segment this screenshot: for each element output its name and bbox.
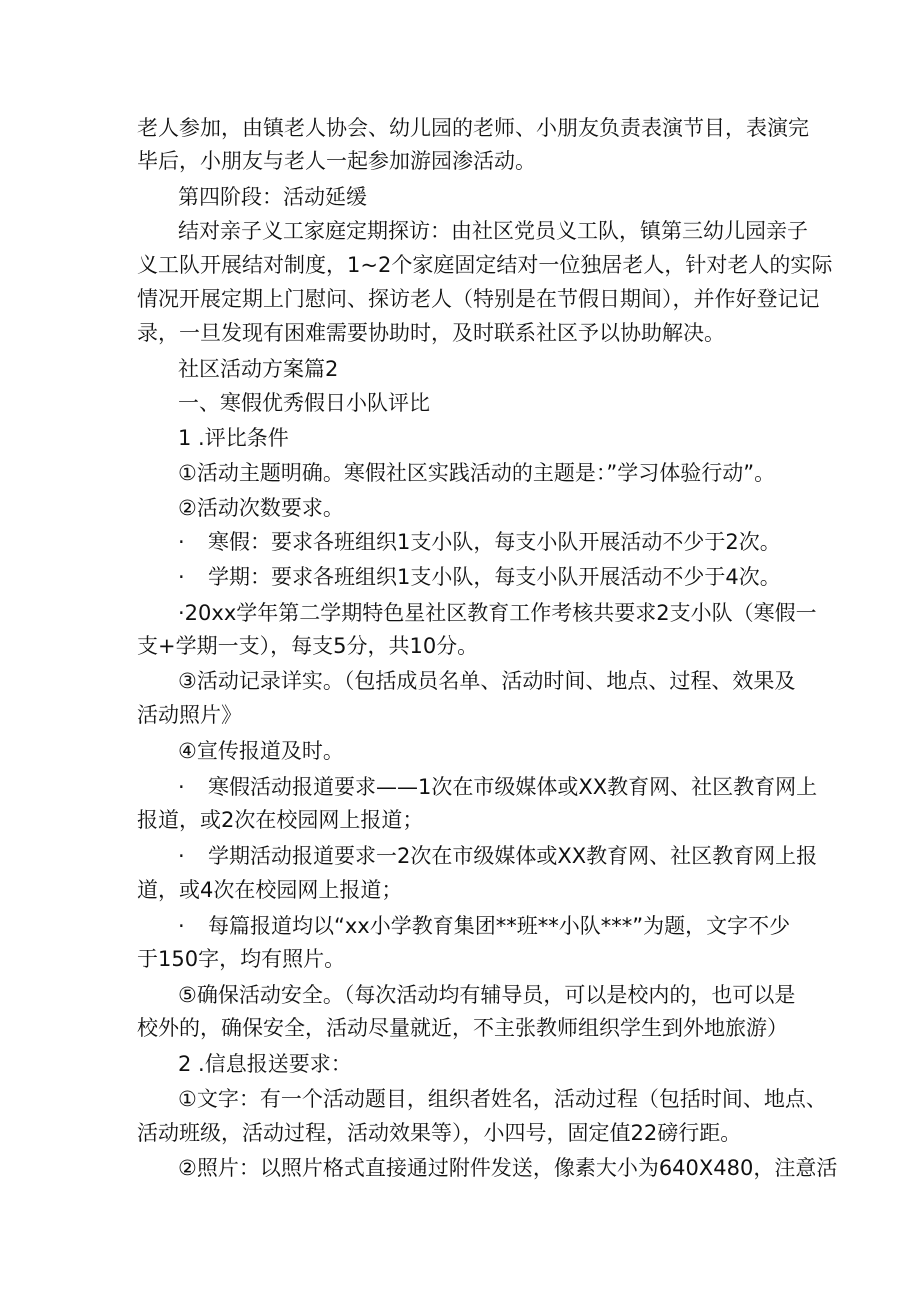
- text-line: ⑤确保活动安全。（每次活动均有辅导员，可以是校内的，也可以是: [178, 983, 796, 1007]
- subsection-heading: 1 .评比条件: [178, 426, 289, 450]
- text-line: ②照片：以照片格式直接通过附件发送，像素大小为640X480，注意活: [178, 1156, 838, 1180]
- bullet-text: 学期活动报道要求一2次在市级媒体或XX教育网、社区教育网上报: [208, 844, 818, 868]
- text-line: ·20xx学年第二学期特色星社区教育工作考核共要求2支小队（寒假一: [178, 601, 817, 625]
- text-line: 结对亲子义工家庭定期探访：由社区党员义工队，镇第三幼儿园亲子: [178, 219, 808, 243]
- subsection-heading: 2 .信息报送要求：: [178, 1052, 352, 1076]
- text-line: 情况开展定期上门慰问、探访老人（特别是在节假日期间），并作好登记记: [137, 287, 820, 311]
- text-line: 毕后，小朋友与老人一起参加游园渗活动。: [137, 149, 536, 173]
- section-heading: 第四阶段：活动延缓: [178, 185, 367, 209]
- bullet-marker: ·: [178, 565, 185, 589]
- text-line: 义工队开展结对制度，1~2个家庭固定结对一位独居老人，针对老人的实际: [137, 253, 833, 277]
- bullet-marker: ·: [178, 775, 185, 799]
- bullet-line: [178, 839, 817, 873]
- text-line: 录，一旦发现有困难需要协助时，及时联系社区予以协助解决。: [137, 321, 725, 345]
- bullet-text: 寒假活动报道要求——1次在市级媒体或XX教育网、社区教育网上: [208, 775, 818, 799]
- document-title: 社区活动方案篇2: [178, 357, 339, 381]
- text-line: 于150字，均有照片。: [137, 947, 346, 971]
- bullet-line: [178, 560, 781, 594]
- text-line: 活动照片》: [137, 703, 242, 727]
- bullet-marker: ·: [178, 844, 185, 868]
- bullet-marker: ·: [178, 530, 185, 554]
- bullet-line: [178, 909, 790, 943]
- text-line: 老人参加，由镇老人协会、幼儿园的老师、小朋友负责表演节目，表演完: [137, 116, 809, 140]
- bullet-text: 每篇报道均以“xx小学教育集团**班**小队***”为题，文字不少: [208, 914, 791, 938]
- bullet-text: 学期：要求各班组织1支小队，每支小队开展活动不少于4次。: [208, 565, 781, 589]
- bullet-line: [178, 525, 781, 559]
- text-line: 校外的，确保安全，活动尽量就近，不主张教师组织学生到外地旅游）: [137, 1016, 788, 1040]
- text-line: 道，或4次在校园网上报道；: [137, 878, 403, 902]
- text-line: ①活动主题明确。寒假社区实践活动的主题是：”学习体验行动”。: [178, 461, 776, 485]
- bullet-text: 寒假：要求各班组织1支小队，每支小队开展活动不少于2次。: [208, 530, 781, 554]
- text-line: 支+学期一支），每支5分，共10分。: [137, 634, 479, 658]
- text-line: ①文字：有一个活动题目，组织者姓名，活动过程（包括时间、地点、: [178, 1087, 827, 1111]
- bullet-marker: ·: [178, 914, 185, 938]
- text-line: ③活动记录详实。（包括成员名单、活动时间、地点、过程、效果及: [178, 669, 796, 693]
- bullet-line: [178, 770, 817, 804]
- section-heading: 一、寒假优秀假日小队评比: [178, 391, 430, 415]
- text-line: ②活动次数要求。: [178, 496, 344, 520]
- text-line: ④宣传报道及时。: [178, 739, 344, 763]
- text-line: 报道，或2次在校园网上报道；: [137, 808, 424, 832]
- text-line: 活动班级，活动过程，活动效果等），小四号，固定值22磅行距。: [137, 1121, 742, 1145]
